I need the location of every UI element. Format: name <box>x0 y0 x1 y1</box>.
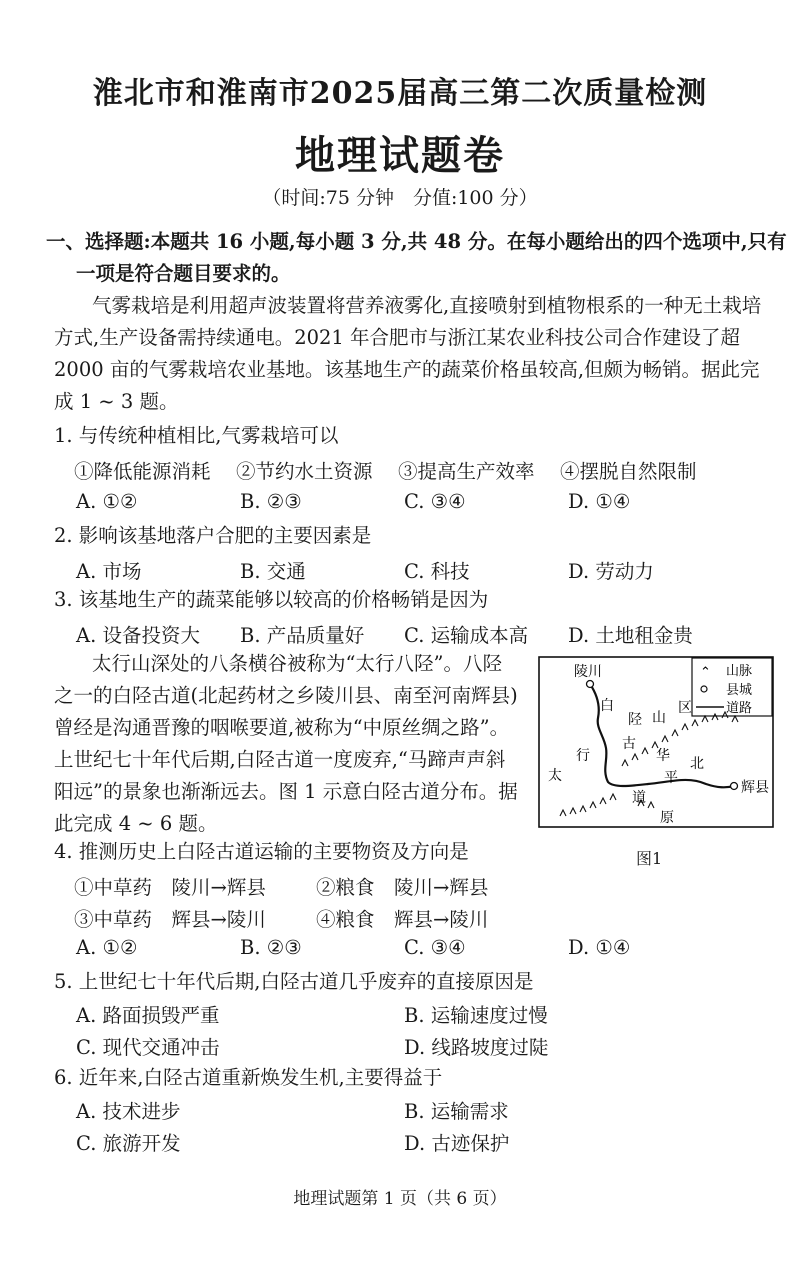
passage-line: 成 1 ~ 3 题。 <box>54 390 179 413</box>
label-xing: 陉 <box>628 712 642 728</box>
question-1-stem: 1. 与传统种植相比,气雾栽培可以 <box>54 424 339 447</box>
label-dao: 道 <box>632 790 646 806</box>
exam-title: 淮北市和淮南市2025届高三第二次质量检测 <box>92 76 708 111</box>
label-ping: 平 <box>664 770 678 786</box>
option-a[interactable]: A. 技术进步 <box>76 1100 181 1123</box>
option-a[interactable]: A. ①② <box>76 490 138 513</box>
question-2-stem: 2. 影响该基地落户合肥的主要因素是 <box>54 524 372 547</box>
question-4-stem: 4. 推测历史上白陉古道运输的主要物资及方向是 <box>54 840 469 863</box>
page-footer: 地理试题第 1 页（共 6 页） <box>293 1189 507 1209</box>
question-6-stem: 6. 近年来,白陉古道重新焕发生机,主要得益于 <box>54 1066 443 1089</box>
label-tai: 太 <box>548 768 562 784</box>
huixian-label: 辉县 <box>741 780 769 796</box>
time-score: （时间:75 分钟 分值:100 分） <box>262 187 538 209</box>
option-c[interactable]: C. ③④ <box>404 936 466 959</box>
passage-line: 气雾栽培是利用超声波装置将营养液雾化,直接喷射到植物根系的一种无土栽培 <box>92 294 762 317</box>
passage-line: 太行山深处的八条横谷被称为“太行八陉”。八陉 <box>92 652 502 675</box>
item: ②节约水土资源 <box>236 460 373 483</box>
label-hua: 华 <box>656 748 670 764</box>
option-a[interactable]: A. 路面损毁严重 <box>76 1004 220 1027</box>
option-d[interactable]: D. 土地租金贵 <box>568 624 693 647</box>
item: ①中草药 陵川→辉县 <box>74 876 266 899</box>
passage-line: 上世纪七十年代后期,白陉古道一度废弃,“马蹄声声斜 <box>54 748 506 771</box>
option-d[interactable]: D. 劳动力 <box>568 560 654 583</box>
figure-1-caption: 图1 <box>636 849 663 868</box>
option-b[interactable]: B. ②③ <box>240 936 302 959</box>
passage-line: 阳远”的景象也渐渐远去。图 1 示意白陉古道分布。据 <box>54 780 518 803</box>
item: ③中草药 辉县→陵川 <box>74 908 266 931</box>
lingchuan-marker <box>587 681 594 688</box>
option-a[interactable]: A. ①② <box>76 936 138 959</box>
label-bei: 北 <box>690 756 704 772</box>
label-bai: 白 <box>600 698 614 714</box>
legend-mountain-label: 山脉 <box>726 664 753 679</box>
option-c[interactable]: C. ③④ <box>404 490 466 513</box>
legend-road-label: 道路 <box>726 701 753 716</box>
figure-1-map <box>538 656 774 828</box>
passage-line: 曾经是沟通晋豫的咽喉要道,被称为“中原丝绸之路”。 <box>54 716 510 739</box>
option-a[interactable]: A. 市场 <box>76 560 142 583</box>
label-yuan: 原 <box>660 810 674 826</box>
label-qu: 区 <box>678 700 692 716</box>
option-d[interactable]: D. ①④ <box>568 936 631 959</box>
option-a[interactable]: A. 设备投资大 <box>76 624 200 647</box>
subject-title: 地理试题卷 <box>295 132 505 179</box>
lingchuan-label: 陵川 <box>574 664 602 680</box>
item: ①降低能源消耗 <box>74 460 211 483</box>
item: ④摆脱自然限制 <box>560 460 697 483</box>
item: ②粮食 陵川→辉县 <box>316 876 489 899</box>
option-c[interactable]: C. 现代交通冲击 <box>76 1036 220 1059</box>
option-c[interactable]: C. 科技 <box>404 560 470 583</box>
section-heading: 一、选择题:本题共 16 小题,每小题 3 分,共 48 分。在每小题给出的四个选项中,只有 <box>46 230 787 253</box>
label-gu: 古 <box>622 736 636 752</box>
option-b[interactable]: B. 运输速度过慢 <box>404 1004 548 1027</box>
option-b[interactable]: B. 交通 <box>240 560 306 583</box>
legend-county-label: 县城 <box>726 683 753 698</box>
legend-county-icon <box>701 686 707 692</box>
label-hang: 行 <box>576 748 590 764</box>
passage-line: 方式,生产设备需持续通电。2021 年合肥市与浙江某农业科技公司合作建设了超 <box>54 326 741 349</box>
option-c[interactable]: C. 运输成本高 <box>404 624 529 647</box>
option-b[interactable]: B. 产品质量好 <box>240 624 365 647</box>
option-c[interactable]: C. 旅游开发 <box>76 1132 181 1155</box>
option-b[interactable]: B. ②③ <box>240 490 302 513</box>
label-shan: 山 <box>652 710 666 726</box>
question-5-stem: 5. 上世纪七十年代后期,白陉古道几乎废弃的直接原因是 <box>54 970 534 993</box>
passage-line: 2000 亩的气雾栽培农业基地。该基地生产的蔬菜价格虽较高,但颇为畅销。据此完 <box>54 358 760 381</box>
passage-line: 之一的白陉古道(北起药材之乡陵川县、南至河南辉县) <box>54 684 518 707</box>
passage-line: 此完成 4 ~ 6 题。 <box>54 812 218 835</box>
legend-mountain-icon: ⌃ <box>700 665 711 680</box>
question-3-stem: 3. 该基地生产的蔬菜能够以较高的价格畅销是因为 <box>54 588 489 611</box>
item: ④粮食 辉县→陵川 <box>316 908 489 931</box>
option-b[interactable]: B. 运输需求 <box>404 1100 509 1123</box>
huixian-marker <box>731 783 738 790</box>
option-d[interactable]: D. 线路坡度过陡 <box>404 1036 549 1059</box>
section-heading-cont: 一项是符合题目要求的。 <box>76 262 291 285</box>
option-d[interactable]: D. ①④ <box>568 490 631 513</box>
option-d[interactable]: D. 古迹保护 <box>404 1132 510 1155</box>
item: ③提高生产效率 <box>398 460 535 483</box>
